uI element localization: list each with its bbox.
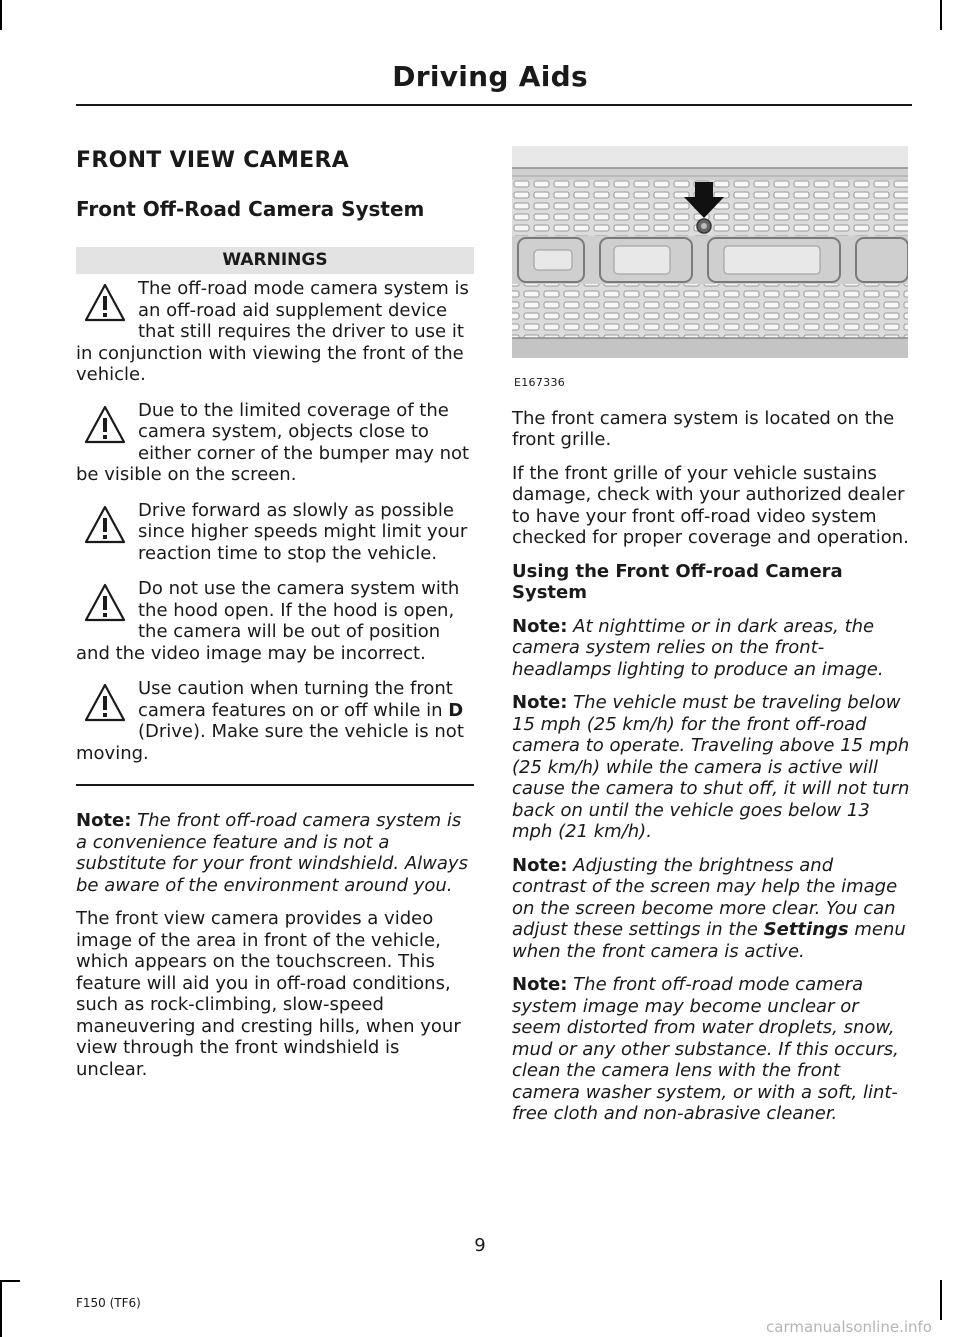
body-paragraph: The front camera system is located on the front grille. bbox=[512, 407, 895, 450]
front-grille-figure bbox=[512, 146, 908, 358]
crop-mark-bottom-right bbox=[940, 1280, 942, 1320]
section-heading: Using the Front Off-road Camera System bbox=[512, 560, 843, 603]
warning-triangle-icon bbox=[84, 404, 126, 446]
warning-text: Use caution when turning the front camera features on or off while in D (Drive). Make sure the vehicle is not moving. bbox=[76, 678, 464, 764]
warning-triangle-icon bbox=[84, 682, 126, 724]
body-paragraph: The front view camera provides a video image of the area in front of the vehicle, which appears on the touchscreen. This feature will aid you in off-road conditions, such as rock-climbing, slow-speed maneuvering and cresting hills, when your view through the front windshield is unclear. bbox=[76, 908, 461, 1080]
warning-triangle-icon bbox=[84, 504, 126, 546]
warnings-end-rule bbox=[76, 784, 474, 786]
settings-menu-label: Settings bbox=[763, 919, 849, 940]
page-number: 9 bbox=[474, 1235, 486, 1256]
page-heading: FRONT VIEW CAMERA bbox=[76, 148, 350, 173]
down-arrow-icon bbox=[684, 182, 724, 218]
warnings-heading: WARNINGS bbox=[76, 247, 474, 274]
note: Note: At nighttime or in dark areas, the camera system relies on the front-headlamps lighting to produce an image. bbox=[512, 615, 884, 680]
body-paragraph: If the front grille of your vehicle sustains damage, check with your authorized dealer to have your front off-road video system checked for proper coverage and operation. bbox=[512, 462, 909, 548]
grille-illustration bbox=[512, 146, 908, 358]
drive-gear-label: D bbox=[448, 699, 464, 721]
warning-triangle-icon bbox=[84, 582, 126, 624]
crop-mark-bottom-left-h bbox=[0, 1280, 20, 1282]
note: Note: Adjusting the brightness and contrast of the screen may help the image on the screen become more clear. You can adjust these settings in the Settings menu when the front camera is active. bbox=[512, 854, 906, 962]
warning-text: Due to the limited coverage of the camera system, objects close to either corner of the bumper may not be visible on the screen. bbox=[76, 399, 470, 485]
left-column bbox=[76, 146, 474, 1092]
note: Note: The front off-road mode camera system image may become unclear or seem distorted from water droplets, snow, mud or any other substance. If this occurs, clean the camera lens with the front camera washer system, or with a soft, lint-free cloth and non-abrasive cleaner. bbox=[512, 974, 899, 1124]
warning-item bbox=[76, 578, 474, 664]
crop-mark-top-left bbox=[0, 0, 2, 30]
note: Note: The vehicle must be traveling below 15 mph (25 km/h) for the front off-road camera to operate. Traveling above 15 mph (25 km/h) while the camera is active will cause the camera to shut off, it will not turn back on until the vehicle goes below 13 mph (21 km/h). bbox=[512, 692, 910, 842]
section-title: Driving Aids bbox=[392, 60, 588, 93]
note: Note: The front off-road camera system is a convenience feature and is not a substitute for your front windshield. Always be aware of the environment around you. bbox=[76, 810, 468, 896]
warning-item bbox=[76, 500, 474, 565]
crop-mark-top-right bbox=[940, 0, 942, 30]
warning-item bbox=[76, 400, 474, 486]
header-rule bbox=[76, 104, 912, 106]
warning-text: Do not use the camera system with the hood open. If the hood is open, the camera will be out of position and the video image may be incorrect. bbox=[76, 578, 460, 664]
warning-item bbox=[76, 278, 474, 386]
warnings-list bbox=[76, 278, 474, 784]
right-column bbox=[512, 146, 910, 1137]
model-code: F150 (TF6) bbox=[76, 1296, 141, 1310]
warning-item bbox=[76, 678, 474, 764]
warning-text: Drive forward as slowly as possible since higher speeds might limit your reaction time to stop the vehicle. bbox=[138, 499, 468, 564]
warning-triangle-icon bbox=[84, 282, 126, 324]
watermark: carmanualsonline.info bbox=[766, 1318, 932, 1336]
crop-mark-bottom-left bbox=[0, 1280, 2, 1337]
figure-id: E167336 bbox=[514, 376, 566, 389]
subheading: Front Off-Road Camera System bbox=[76, 197, 425, 221]
warning-text: The off-road mode camera system is an off-road aid supplement device that still requires the driver to use it in conjunction with viewing the front of the vehicle. bbox=[76, 278, 469, 385]
